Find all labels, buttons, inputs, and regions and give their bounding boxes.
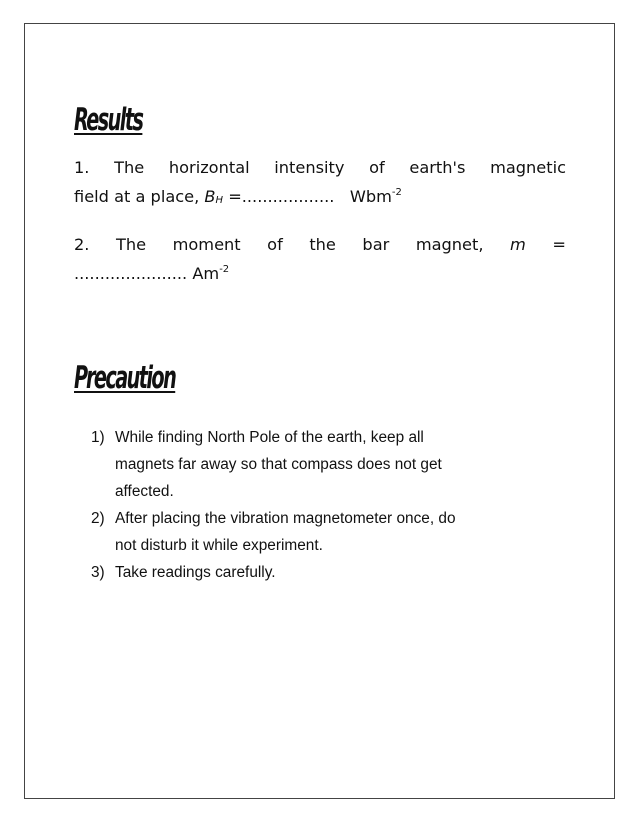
results-heading: Results xyxy=(74,102,143,138)
list-item-number: 2) xyxy=(91,510,105,527)
list-item-text: magnets far away so that compass does not get xyxy=(115,456,442,473)
symbol-bh: B xyxy=(204,187,216,206)
result-1-prefix: field at a place, xyxy=(74,187,200,206)
result-item-horizontal-intensity xyxy=(74,153,566,215)
result-2-word: the xyxy=(309,235,336,254)
result-2-unit-exponent: -2 xyxy=(219,264,230,275)
list-item-text: While finding North Pole of the earth, keep all xyxy=(115,429,424,446)
list-item-text: affected. xyxy=(115,483,174,500)
list-item-number: 3) xyxy=(91,564,105,581)
result-2-word: magnet, xyxy=(415,235,484,254)
result-2-word: of xyxy=(267,235,283,254)
precaution-list xyxy=(91,424,551,586)
list-item-number: 1) xyxy=(91,429,105,446)
result-2-word: 2. xyxy=(74,235,90,254)
result-1-line-1: 1. The horizontal intensity of earth's magnetic xyxy=(74,158,566,177)
result-2-equals: = xyxy=(552,235,566,254)
page-border xyxy=(24,23,615,799)
symbol-bh-subscript: H xyxy=(215,195,224,206)
result-2-word: moment xyxy=(172,235,241,254)
result-1-unit-exponent: -2 xyxy=(391,187,402,198)
list-item xyxy=(91,505,551,559)
result-2-line-1 xyxy=(74,230,566,259)
result-2-word: The xyxy=(115,235,147,254)
result-item-magnetic-moment xyxy=(74,230,566,288)
result-1-unit: Wbm xyxy=(349,187,392,206)
result-2-unit: Am xyxy=(192,264,220,283)
list-item-text: not disturb it while experiment. xyxy=(115,537,323,554)
result-2-blank: ...................... xyxy=(74,264,188,283)
result-2-equation xyxy=(510,235,566,254)
result-2-word: bar xyxy=(362,235,390,254)
list-item xyxy=(91,424,551,505)
list-item xyxy=(91,559,551,586)
list-item-text: After placing the vibration magnetometer once, do xyxy=(115,510,456,527)
result-1-line-2 xyxy=(74,182,566,215)
precaution-heading: Precaution xyxy=(74,360,176,396)
symbol-m: m xyxy=(510,235,526,254)
list-item-text: Take readings carefully. xyxy=(115,564,276,581)
result-1-blank: =.................. xyxy=(228,187,335,206)
result-2-line-2 xyxy=(74,259,566,288)
